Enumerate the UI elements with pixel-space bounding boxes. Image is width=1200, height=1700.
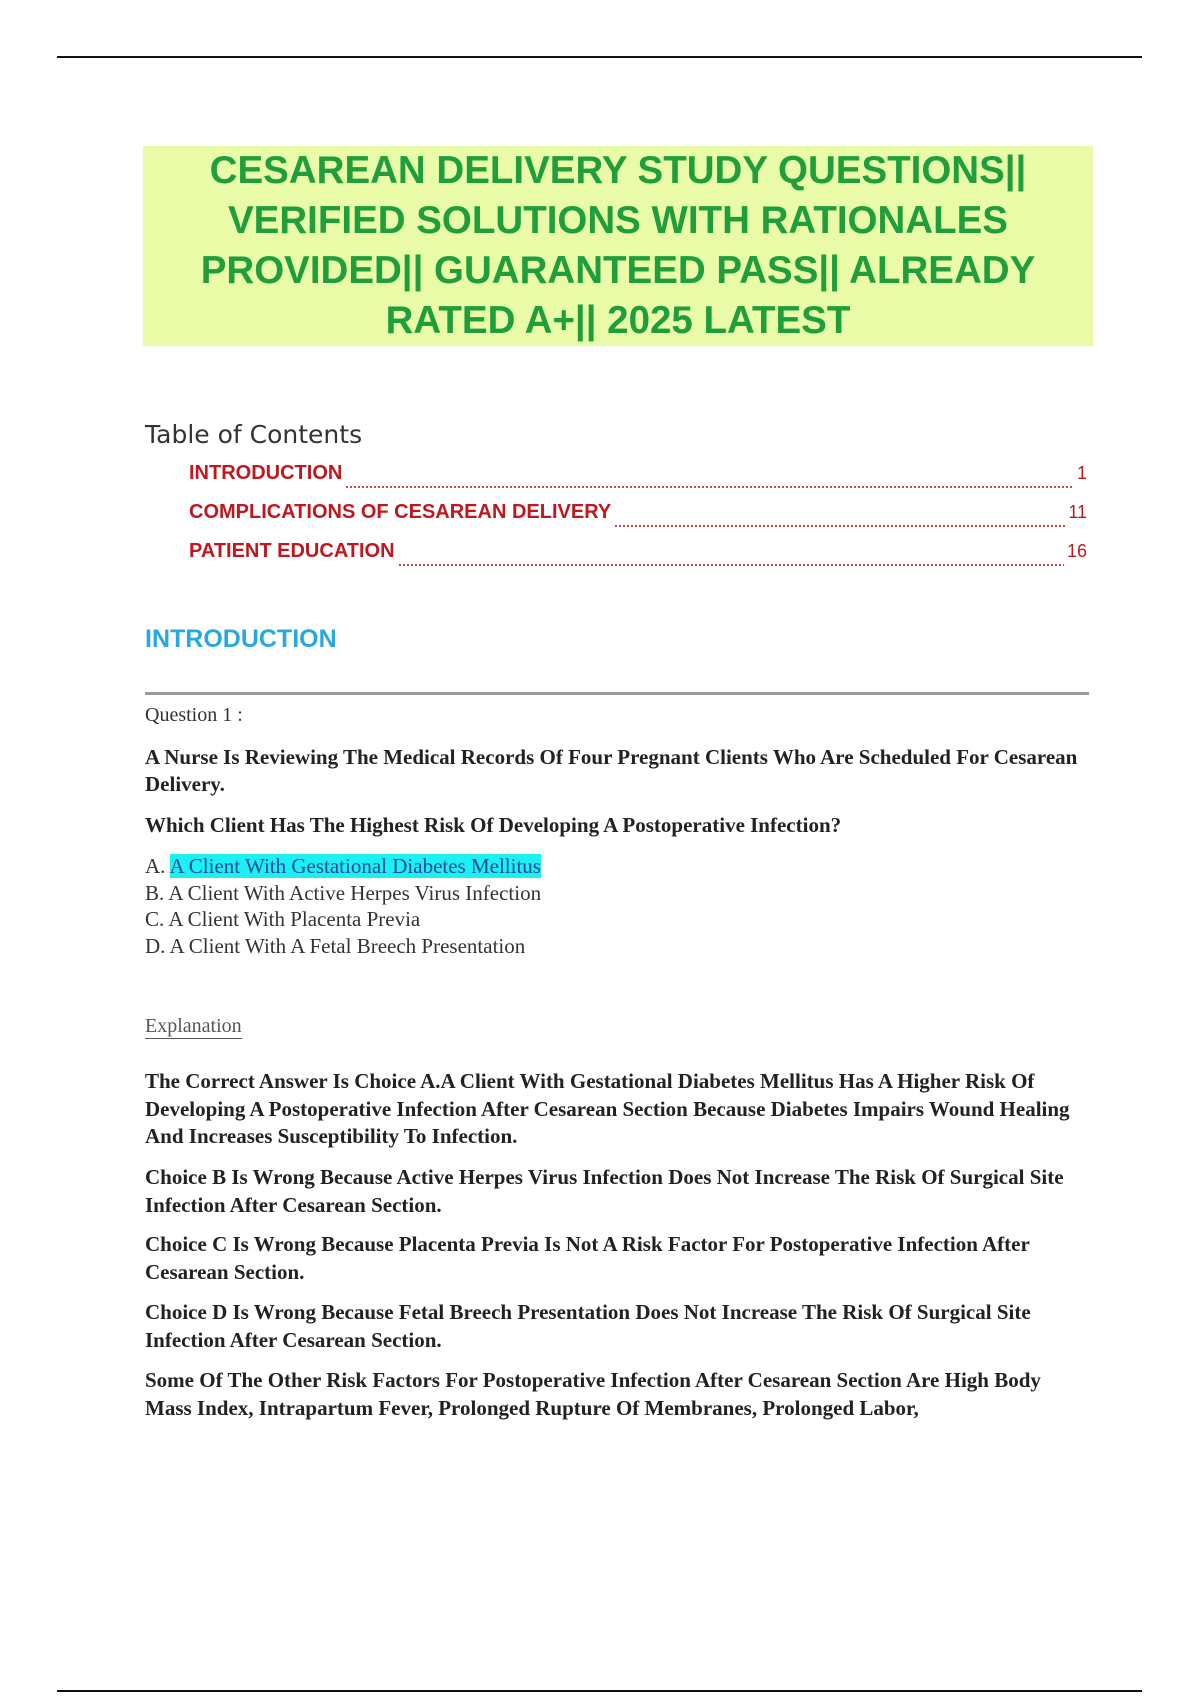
explanation-paragraph: Choice C Is Wrong Because Placenta Previa Is Not A Risk Factor For Postoperative Infection After Cesarean Section.	[145, 1232, 1030, 1284]
answer-options	[145, 853, 541, 959]
toc-entry-page[interactable]: 16	[1066, 541, 1087, 561]
toc-entry-page[interactable]: 11	[1068, 502, 1087, 522]
toc-leader-dots	[614, 525, 1065, 527]
correct-answer-highlight: A Client With Gestational Diabetes Mellitus	[169, 854, 541, 878]
option-letter: A.	[145, 854, 166, 878]
page-bottom-rule	[57, 1690, 1142, 1692]
answer-option-d	[145, 933, 541, 960]
toc-entry-introduction[interactable]	[189, 462, 1087, 501]
answer-option-a	[145, 853, 541, 880]
explanation-paragraph: The Correct Answer Is Choice A.A Client With Gestational Diabetes Mellitus Has A Higher Risk Of Developing A Postoperative Infection After Cesarean Section Because Diabetes Impairs Wound Healing And Increases Susceptibility To Infection.	[145, 1069, 1070, 1148]
explanation-paragraph: Choice B Is Wrong Because Active Herpes Virus Infection Does Not Increase The Risk Of Surgical Site Infection After Cesarean Section.	[145, 1165, 1064, 1217]
toc-entry-label[interactable]: INTRODUCTION	[189, 462, 343, 484]
explanation-paragraph: Some Of The Other Risk Factors For Postoperative Infection After Cesarean Section Are High Body Mass Index, Intrapartum Fever, Prolonged Rupture Of Membranes, Prolonged Labor,	[145, 1368, 1041, 1420]
question-prompt: Which Client Has The Highest Risk Of Developing A Postoperative Infection?	[145, 813, 842, 837]
option-letter: B.	[145, 880, 165, 905]
explanation-paragraph: Choice D Is Wrong Because Fetal Breech Presentation Does Not Increase The Risk Of Surgical Site Infection After Cesarean Section.	[145, 1300, 1031, 1352]
toc-entry-label[interactable]: PATIENT EDUCATION	[189, 540, 395, 562]
option-letter: C.	[145, 907, 165, 931]
option-letter: D.	[145, 933, 166, 958]
explanation-label: Explanation	[145, 1015, 242, 1037]
toc-heading: Table of Contents	[145, 420, 363, 449]
option-text: A Client With A Fetal Breech Presentation	[169, 933, 526, 958]
option-text: A Client With Placenta Previa	[168, 907, 421, 931]
document-title-banner	[143, 146, 1093, 346]
toc-entry-complications[interactable]	[189, 501, 1087, 540]
question-stem: A Nurse Is Reviewing The Medical Records Of Four Pregnant Clients Who Are Scheduled For Cesarean Delivery.	[145, 745, 1078, 796]
answer-option-c	[145, 906, 541, 933]
toc-entry-page[interactable]: 1	[1076, 463, 1087, 483]
page-top-rule	[57, 56, 1142, 58]
answer-option-b	[145, 880, 541, 907]
toc-entry-label[interactable]: COMPLICATIONS OF CESAREAN DELIVERY	[189, 501, 612, 523]
table-of-contents	[189, 462, 1087, 579]
section-divider	[145, 692, 1089, 695]
section-heading-introduction: INTRODUCTION	[145, 625, 337, 653]
option-text: A Client With Active Herpes Virus Infection	[168, 880, 542, 905]
toc-leader-dots	[345, 486, 1074, 488]
toc-entry-patient-education[interactable]	[189, 540, 1087, 579]
question-number: Question 1 :	[145, 704, 243, 726]
document-title: CESAREAN DELIVERY STUDY QUESTIONS|| VERIFIED SOLUTIONS WITH RATIONALES PROVIDED|| GUARANTEED PASS|| ALREADY RATED A+|| 2025 LATEST	[200, 149, 1036, 342]
toc-leader-dots	[398, 564, 1064, 566]
